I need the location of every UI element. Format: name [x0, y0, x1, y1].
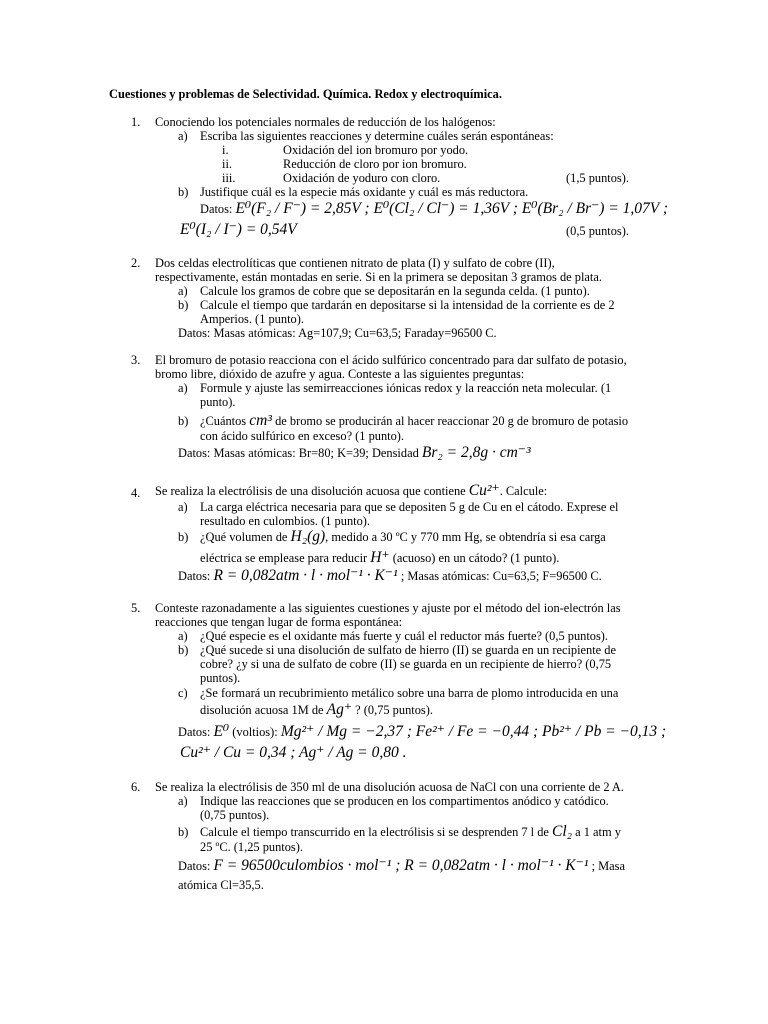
item-text: ¿Qué especie es el oxidante más fuerte y cuál el reductor más fuerte? (0,5 puntos).: [200, 629, 609, 643]
ion-formula: H⁺: [370, 549, 390, 566]
question-text: Conteste razonadamente a las siguientes cuestiones y ajuste por el método del ion-electrón las: [155, 601, 621, 615]
sub-item-c: [155, 686, 618, 700]
item-label: a): [178, 381, 188, 395]
item-text: [200, 551, 559, 565]
item-text: Formule y ajuste las semirreacciones iónicas redox y la reacción neta molecular. (1: [200, 381, 612, 395]
item-text: resultado en culombios. (1 punto).: [200, 514, 370, 528]
sub-item-a: [155, 794, 609, 808]
ion-formula: Cu²⁺: [468, 482, 500, 499]
question-text: Se realiza la electrólisis de 350 ml de una disolución acuosa de NaCl con una corriente de 2 A.: [155, 780, 624, 794]
item-text: Calcule el tiempo transcurrido en la electrólisis si se desprenden 7 l de: [200, 825, 549, 839]
item-text-part: (acuoso) en un cátodo? (1 punto).: [392, 551, 560, 565]
question-number: 3.: [131, 353, 141, 367]
item-text: ¿Cuántos: [200, 414, 247, 428]
data-text: ; Masas atómicas: Cu=63,5; F=96500 C.: [400, 569, 602, 583]
data-line: Datos: Masas atómicas: Ag=107,9; Cu=63,5; Faraday=96500 C.: [178, 326, 497, 340]
item-text: cobre? ¿y si una de sulfato de cobre (II) se guarda en un recipiente de hierro? (0,75: [200, 657, 612, 671]
question-text: bromo libre, dióxido de azufre y agua. Conteste a las siguientes preguntas:: [155, 367, 525, 381]
item-label: a): [178, 284, 188, 298]
data-label: Datos:: [178, 569, 211, 583]
question-number: 5.: [131, 601, 141, 615]
question-number: 1.: [131, 115, 141, 129]
gas-formula: H₂(g): [290, 528, 326, 545]
density-equation: Br₂ = 2,8g · cm⁻³: [421, 444, 531, 461]
item-text: Escriba las siguientes reacciones y determine cuáles serán espontáneas:: [200, 129, 554, 143]
data-line: [180, 223, 297, 237]
potential-equation: E⁰(I₂ / I⁻) = 0,54V: [180, 221, 297, 238]
item-text-part: eléctrica se emplease para reducir: [200, 551, 368, 565]
item-text: Indique las reacciones que se producen en los compartimentos anódico y catódico.: [200, 794, 609, 808]
data-line: atómica Cl=35,5.: [178, 878, 264, 892]
question-number: 4.: [131, 486, 141, 500]
sub-item-i: [222, 143, 468, 157]
points-label: (0,5 puntos).: [566, 224, 629, 238]
item-label: b): [178, 414, 189, 428]
ion-formula: Ag⁺: [326, 701, 353, 718]
gas-formula: Cl₂: [552, 823, 573, 840]
item-text: ¿Qué volumen de: [200, 530, 288, 544]
item-text: puntos).: [200, 671, 241, 685]
sub-item-a: [155, 500, 618, 514]
potential-equation: E⁰(F₂ / F⁻) = 2,85V ; E⁰(Cl₂ / Cl⁻) = 1,36V ; E⁰(Br₂ / Br⁻) = 1,07V ;: [235, 200, 669, 217]
question-text: Dos celdas electrolíticas que contienen nitrato de plata (I) y sulfato de cobre (II),: [155, 256, 555, 270]
item-label: a): [178, 794, 188, 808]
data-line: [200, 202, 668, 216]
question-text: El bromuro de potasio reacciona con el ácido sulfúrico concentrado para dar sulfato de potasio,: [155, 353, 627, 367]
question-text-part: Se realiza la electrólisis de una disolución acuosa que contiene: [155, 484, 466, 498]
item-label: a): [178, 629, 188, 643]
sub-item-b: [155, 825, 621, 839]
item-text: con ácido sulfúrico en exceso? (1 punto).: [200, 429, 405, 443]
item-label: c): [178, 686, 188, 700]
item-text-part: ? (0,75 puntos).: [355, 703, 433, 717]
item-text: (0,75 puntos).: [200, 808, 270, 822]
data-text: ; Masa: [591, 859, 625, 873]
item-text: a 1 atm y: [575, 825, 621, 839]
item-label: b): [178, 298, 189, 312]
item-label: b): [178, 643, 189, 657]
unit-symbol: cm³: [249, 412, 272, 429]
item-label: a): [178, 129, 188, 143]
data-text: (voltios):: [232, 725, 278, 739]
sub-item-a: [155, 284, 590, 298]
item-text: de bromo se producirán al hacer reaccionar 20 g de bromuro de potasio: [275, 414, 629, 428]
item-text: Calcule el tiempo que tardarán en depositarse si la intensidad de la corriente es de 2: [200, 298, 615, 312]
sub-item-a: [155, 129, 554, 143]
data-line: [178, 725, 666, 739]
item-label: b): [178, 185, 189, 199]
item-text: ¿Qué sucede si una disolución de sulfato de hierro (II) se guarda en un recipiente de: [200, 643, 616, 657]
item-text: La carga eléctrica necesaria para que se depositen 5 g de Cu en el cátodo. Exprese el: [200, 500, 619, 514]
points-label: (1,5 puntos).: [566, 171, 629, 185]
item-text: Oxidación de yoduro con cloro.: [283, 171, 441, 185]
item-label: b): [178, 530, 189, 544]
question-text: [155, 484, 547, 498]
gas-constant-equation: R = 0,082atm · l · mol⁻¹ · K⁻¹: [213, 567, 398, 584]
item-text: Justifique cuál es la especie más oxidante y cuál es más reductora.: [200, 185, 529, 199]
item-text: Oxidación del ion bromuro por yodo.: [283, 143, 469, 157]
item-text: Amperios. (1 punto).: [200, 312, 304, 326]
question-text-part: . Calcule:: [499, 484, 548, 498]
sub-item-a: [155, 629, 608, 643]
document-title: Cuestiones y problemas de Selectividad. Química. Redox y electroquímica.: [109, 87, 502, 101]
sub-item-b: [155, 530, 606, 544]
item-label: a): [178, 500, 188, 514]
potential-list: Cu²⁺ / Cu = 0,34 ; Ag⁺ / Ag = 0,80 .: [180, 744, 407, 761]
question-text: Conociendo los potenciales normales de reducción de los halógenos:: [155, 115, 496, 129]
sub-item-b: [155, 185, 528, 199]
item-label: iii.: [222, 171, 236, 185]
data-label: Datos:: [178, 859, 211, 873]
question-number: 6.: [131, 780, 141, 794]
sub-item-b: [155, 643, 616, 657]
data-label: Datos:: [200, 202, 233, 216]
data-label: Datos: Masas atómicas: Br=80; K=39; Densidad: [178, 446, 419, 460]
data-line: [178, 446, 531, 460]
data-label: Datos:: [178, 725, 211, 739]
question-text: respectivamente, están montadas en serie. Si en la primera se depositan 3 gramos de plata.: [155, 270, 602, 284]
item-text: 25 ºC. (1,25 puntos).: [200, 840, 303, 854]
sub-item-iii: [222, 171, 440, 185]
question-number: 2.: [131, 256, 141, 270]
item-text: punto).: [200, 395, 236, 409]
data-line: [178, 859, 625, 873]
sub-item-ii: [222, 157, 467, 171]
item-text: Calcule los gramos de cobre que se depositarán en la segunda celda. (1 punto).: [200, 284, 590, 298]
sub-item-a: [155, 381, 611, 395]
potential-list: Mg²⁺ / Mg = −2,37 ; Fe²⁺ / Fe = −0,44 ; Pb²⁺ / Pb = −0,13 ;: [280, 723, 667, 740]
question-text: reacciones que tengan lugar de forma espontánea:: [155, 615, 403, 629]
constants-equation: F = 96500culombios · mol⁻¹ ; R = 0,082atm · l · mol⁻¹ · K⁻¹: [213, 857, 589, 874]
potential-symbol: E⁰: [213, 723, 230, 740]
sub-item-b: [155, 298, 615, 312]
item-label: b): [178, 825, 189, 839]
item-text: , medido a 30 ºC y 770 mm Hg, se obtendría si esa carga: [325, 530, 606, 544]
data-line: [180, 746, 407, 760]
sub-item-b: [155, 414, 628, 428]
item-text-part: disolución acuosa 1M de: [200, 703, 324, 717]
item-text: ¿Se formará un recubrimiento metálico sobre una barra de plomo introducida en una: [200, 686, 619, 700]
item-label: i.: [222, 143, 229, 157]
data-line: [178, 569, 602, 583]
item-text: Reducción de cloro por ion bromuro.: [283, 157, 467, 171]
item-text: [200, 703, 433, 717]
item-label: ii.: [222, 157, 232, 171]
